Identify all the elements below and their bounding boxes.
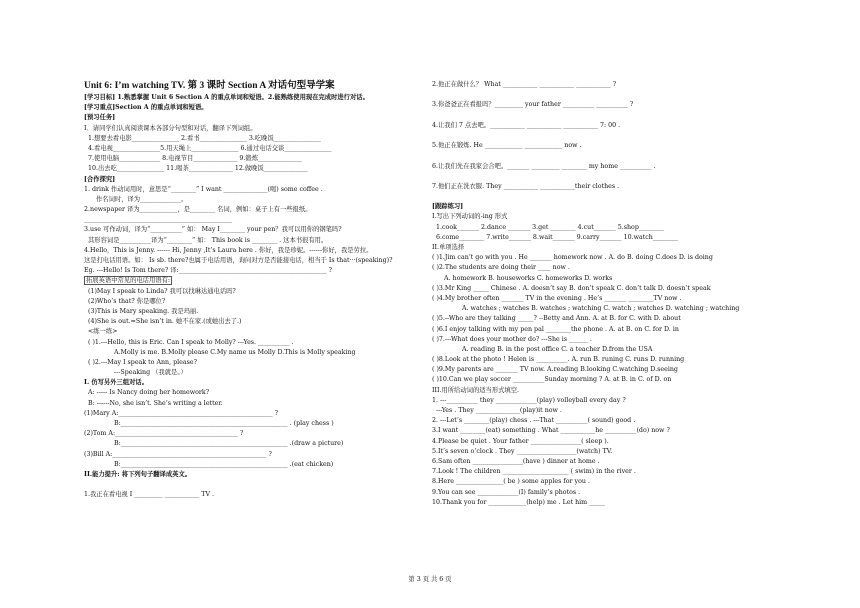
line-text: (1)Mary A:_________________________________________________ ? [84,409,279,417]
left-line [84,205,414,215]
left-line [84,378,414,388]
left-line [84,276,414,286]
left-line [84,236,414,246]
right-line [432,375,772,385]
left-line [84,460,414,470]
right-line [432,121,772,131]
right-line [432,80,772,90]
line-text: 1.想要去看电影_______________ 2.看书_______________ 3.吃晚饭_______________ [88,134,321,142]
line-text: 这是打电话用语。如： Is sb. there?也属于电话用语，询问对方是否能接电话，相当于 Is that···(speaking)? [84,257,393,264]
line-text: II.能力提升: 将下列句子翻译成英文。 [84,470,192,478]
line-text: 2.他正在做什么？ What ___________ ___________ ___________ ? [432,81,617,88]
right-line [432,90,772,100]
left-line [84,113,414,123]
line-text: [预习任务] [84,114,116,122]
line-text: Eg. ---Hello! Is Tom there? 译:_______________________________________________ ? [84,267,332,275]
line-text: [学习目标] 1.熟悉掌握 Unit 6 Section A 的重点单词和短语。2.能熟练使用现在完成时进行对话。 [84,94,369,101]
right-line [432,325,772,335]
line-text: ( )4.My brother often _______ TV in the evening . He’s _______ ________TV now . [432,294,682,302]
right-line [432,284,772,294]
left-line [84,399,414,409]
left-line [84,368,414,378]
line-text: 1.cook_______ 2.dance _______ 3.get ________ 4.cut_______ 5.shop________ [436,223,665,231]
right-line [432,396,772,406]
left-line [84,307,414,317]
right-line [432,162,772,172]
line-text: 6.让我们先在我家会合吧。_______ _________ ________ my home __________ . [432,162,656,170]
right-line [432,202,772,212]
left-line [84,225,414,235]
line-text: ( )1.Jim can’t go with you . He _______ homework now . A. do B. doing C.does D. is doing [432,254,713,262]
line-text: 其形容词是__________译为“________” 如： This book is ________ . 这本书很有用。 [88,236,328,244]
line-text: ( )1.---Hello, this is Eric. Can I speak to Molly? ---Yes. __________ . [88,338,294,346]
line-text: Unit 6: I’m watching TV. 第 3 课时 Section A 对话句型导学案 [84,81,335,91]
line-text: ( )10.Can we play soccer __________Sunday morning ? A. at B. in C. of D. on [432,376,672,384]
right-line [432,172,772,182]
right-line [432,263,772,273]
line-text: 3.I want ________(eat) something . What ___________he __________(do) now ? [432,427,670,435]
line-text: 7.Look ! The children _____________________ ( swim) in the river . [432,468,636,476]
line-text: B:_____________________________________________________ .(draw a picture) [114,440,344,448]
line-text: ( )2.---May I speak to Ann, please? [88,358,197,366]
line-text: 10.出去吃_______________ 11.喝茶______________ 12.做晚饭______________ [88,165,308,173]
line-text: 7.他们正在洗衣服. They ___________ ___________their clothes . [432,182,620,190]
right-line [432,477,772,487]
left-line [84,450,414,460]
line-text: (3)This is Mary speaking. 我是玛丽. [88,307,199,315]
line-text: ( )8.Look at the photo ! Helen is __________. A. run B. runing C. runs D. running [432,356,685,364]
line-text: I. 仿写另外三组对话。 [84,379,149,387]
line-text: 8.Here _______________( be ) some apples for you . [432,478,590,486]
line-text: 4.Please be quiet . Your father ________________( sleep ). [432,437,609,445]
right-line [432,151,772,161]
line-text: I.写出下列动词的-ing 形式 [432,213,508,221]
line-text: (2)Who’s that? 你是哪位? [88,297,166,305]
left-line [84,103,414,113]
left-line [84,215,414,225]
left-line [84,134,414,144]
right-column [432,80,772,508]
right-line [432,212,772,222]
line-text: 5.他正在锻炼. He ____________ ____________ now . [432,142,582,150]
left-line [84,256,414,266]
left-line [84,93,414,103]
line-text: 3.use 可作动词，译为“__________” 如： May I________ your pen？我可以用你的钢笔吗? [84,226,342,234]
line-text: 1. drink 作动词用时，意思是“________” I want ______________(喝) some coffee . [84,185,323,193]
right-line [432,304,772,314]
line-text: ( )9.My parents are _______ TV now. A.reading B.looking C.watching D.seeing [432,366,678,374]
line-text: 拓展英语中常见的电话用语有: [86,277,170,285]
line-text: 4.看电视_______________5.用天绳上_______________ 6.通过电话交谈_______________ [88,144,332,152]
left-line [84,470,414,480]
line-text: ---Yes . They ______________(play)it now . [436,407,562,414]
right-line [432,437,772,447]
left-line [84,144,414,154]
right-line [432,223,772,233]
line-text: 6.come________ 7.write_______ 8.wait_______ 9.carry_______ 10.watch________ [436,233,679,241]
line-text: (1)May I speak to Linda? 我可以找琳达通电话吗? [88,287,236,295]
line-text: 7.使用电脑_____________ 8.电视节目______________ 9.锻炼______________ [88,155,303,163]
line-text: 4.Hello，This is Jenny. ------ Hi, Jenny ,It’s Laura here . 你好，我是珍妮。------你好，我是劳拉。 [84,246,373,254]
line-text: 2.newspaper 译为____________，是________ 名词，例如：桌子上有一些报纸。 [84,206,312,214]
line-text: 6.Sam often ________________(have ) dinner at home . [432,457,600,465]
right-line [432,100,772,110]
right-line [432,294,772,304]
right-line [432,345,772,355]
line-text: A. homework B. houseworks C. homeworks D. works [444,274,613,282]
left-line [84,195,414,205]
line-text: ( )7.---What does your mother do? ---She is ______ . [432,335,592,343]
right-line [432,457,772,467]
left-line [84,80,414,93]
line-text: [跟踪练习] [432,203,464,211]
left-line [84,388,414,398]
right-line [432,355,772,365]
line-text: B: ------No, she isn’t. She’s writing a letter. [88,399,223,407]
left-line [84,175,414,185]
left-line [84,246,414,256]
left-line [84,409,414,419]
line-text: A.Molly is me. B.Molly please C.My name us Molly D.This is Molly speaking [114,348,356,356]
right-line [432,243,772,253]
line-text: (3)Bill A:_________________________________________________ ? [84,450,272,458]
right-line [432,131,772,141]
line-text: 作名词时，译为_____________。 [96,195,188,203]
right-line [432,141,772,151]
left-line [84,348,414,358]
left-line [84,439,414,449]
line-text: 5.It’s seven o’clock . They ___________________(watch) TV. [432,447,613,455]
left-line [84,429,414,439]
right-line [432,365,772,375]
line-text: [合作探究] [84,175,116,183]
right-line [432,192,772,202]
right-line [432,335,772,345]
line-text: [学习重点]Section A 的重点单词和短语。 [84,104,208,112]
right-line [432,488,772,498]
line-text: B:_____________________________________________________ . (play chess ) [114,420,334,427]
line-text: <练一练> [88,328,118,336]
right-line [432,182,772,192]
line-text: II.单项选择 [432,244,465,251]
line-text: I．请同学们认真阅读课本各部分句型和对话，翻译下列词组。 [84,124,257,132]
left-line [84,490,414,500]
line-text: A. reading B. in the post office C. a teacher D.from the USA [462,345,653,353]
left-line [84,154,414,164]
line-text: III.用所给动词的适当形式填空. [432,386,520,394]
line-text: ( )2.The students are doing their ____ now . [432,264,570,272]
left-line [84,480,414,490]
right-line [432,274,772,284]
line-text: 1.我正在看电视 I _________ ___________ TV . [84,491,215,499]
line-text: 3.你爸爸正在看报吗？_________ your father __________ __________ ? [432,101,634,109]
right-line [432,447,772,457]
left-line [84,297,414,307]
left-line [84,419,414,429]
line-text: 9.You can see _____________(I) family’s photos . [432,488,581,496]
line-text: A: ----- Is Nancy doing her homework? [88,389,210,397]
left-line [84,164,414,174]
right-line [432,467,772,477]
left-line [84,358,414,368]
line-text: ---Speaking （我就是。） [114,369,187,377]
left-column [84,80,414,501]
line-text: A. watches ; watches B. watches ; watching C. watch ; watches D. watching ; watching [462,305,740,313]
right-line [432,233,772,243]
left-line [84,327,414,337]
line-text: (2)Tom A:_______________________________________ ? [84,430,244,438]
right-line [432,498,772,508]
line-text: B:_____________________________________________________ .(eat chicken) [114,460,334,468]
left-line [84,266,414,276]
right-line [432,416,772,426]
left-line [84,317,414,327]
right-line [432,111,772,121]
right-line [432,314,772,324]
line-text: ( )3.Mr King _____ Chinese . A. doesn’t say B. don’t speak C. don’t talk D. doesn’t speak [432,284,711,292]
page-footer: 第 3 页 共 6 页 [408,576,452,583]
left-line [84,185,414,195]
line-text: ( )6.I enjoy talking with my pen pal ________the phone . A. at B. on C. for D. in [432,325,679,333]
left-line [84,124,414,134]
line-text: _______________________________________________ [84,216,232,224]
line-text: 4.让我们 7 点去吧。___________ ___________ ___________ 7: 00 . [432,121,621,129]
line-text: 2. ---Let’s ________(play) chess . ---That __________( sound) good . [432,417,636,425]
right-line [432,253,772,263]
right-line [432,386,772,396]
line-text: 1. ---__________ they _____________(play) volleyball every day ? [432,396,626,404]
left-line [84,338,414,348]
line-text: (4)She is out.=She isn’t in. 她不在家.(或她出去了.) [88,318,242,326]
left-line [84,287,414,297]
line-text: 10.Thank you for ____________(help) me . Let him _____ [432,498,605,506]
right-line [432,426,772,436]
right-line [432,406,772,416]
line-text: ( )5.--Who are they talking _____? --Betty and Ann. A. at B. for C. with D. about [432,315,681,323]
